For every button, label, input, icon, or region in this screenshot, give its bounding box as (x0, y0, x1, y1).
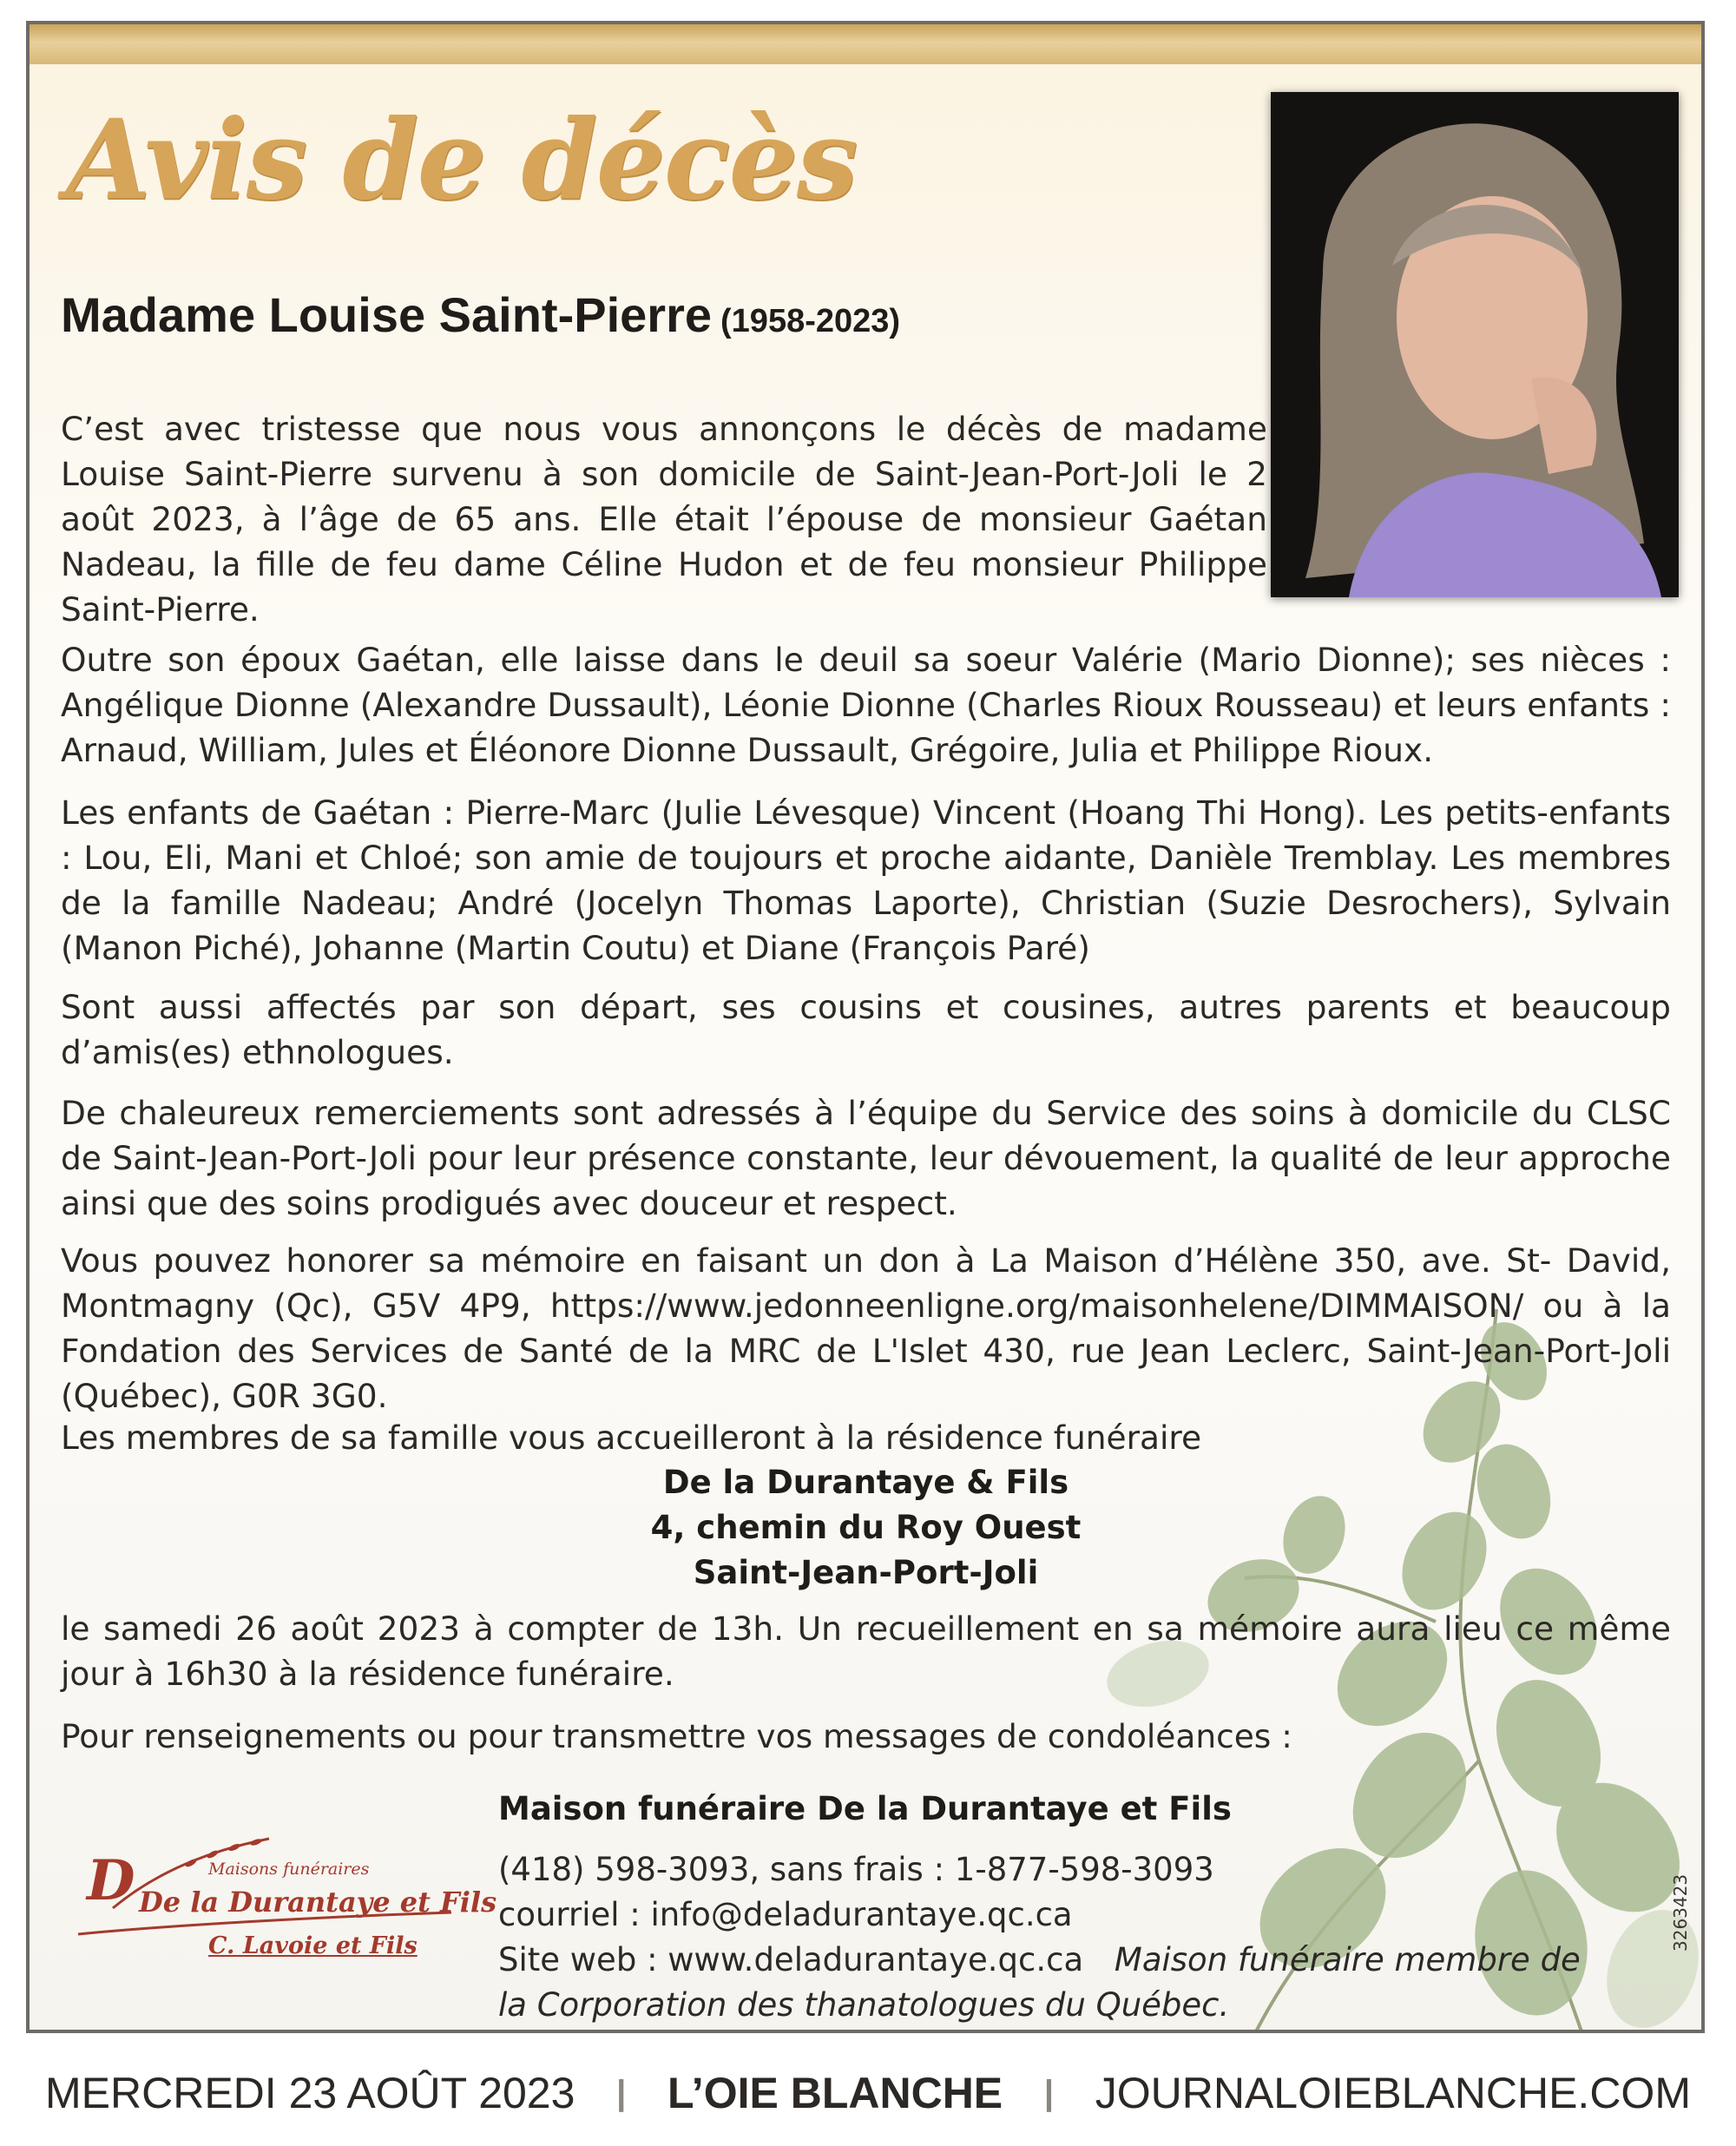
paragraph-donations: Vous pouvez honorer sa mémoire en faisant un don à La Maison d’Hélène 350, ave. St- David, Montmagny (Qc), G5V 4P9, https://www.jedonneenligne.org/maisonhelene/DIMMAISON/ ou à la Fondation des Services de Santé de la MRC de L'Islet 430, rue Jean Leclerc, Saint-Jean-Port-Joli (Québec), G0R 3G0. (61, 1241, 1671, 1415)
funeral-home-address (61, 1460, 1671, 1596)
funeral-home-city: Saint-Jean-Port-Joli (693, 1554, 1039, 1591)
logo-sub-text: C. Lavoie et Fils (208, 1932, 418, 1959)
funeral-home-street: 4, chemin du Roy Ouest (650, 1509, 1082, 1546)
deceased-name-line (61, 286, 900, 343)
gold-header-bar (30, 24, 1701, 64)
paragraph-reception: Les membres de sa famille vous accueilleront à la résidence funéraire (61, 1419, 1202, 1457)
deceased-name: Madame Louise Saint-Pierre (61, 287, 713, 342)
contact-website: Site web : www.deladurantaye.qc.ca (498, 1941, 1084, 1978)
contact-email: courriel : info@deladurantaye.qc.ca (498, 1896, 1073, 1933)
funeral-home-name: De la Durantaye & Fils (662, 1464, 1069, 1501)
svg-text:D: D (87, 1848, 135, 1913)
paragraph-stepchildren: Les enfants de Gaétan : Pierre-Marc (Julie Lévesque) Vincent (Hoang Thi Hong). Les petits-enfants : Lou, Eli, Mani et Chloé; son amie de toujours et proche aidante, Danièle Tremblay. Les membres de la famille Nadeau; André (Jocelyn Thomas Laporte), Christian (Suzie Desrochers), Sylvain (Manon Piché), Johanne (Martin Coutu) et Diane (François Paré) (61, 793, 1671, 967)
footer-separator: | (1043, 2073, 1055, 2112)
footer-website: JOURNALOIEBLANCHE.COM (1095, 2069, 1691, 2117)
paragraph-relatives: Sont aussi affectés par son départ, ses cousins et cousines, autres parents et beaucoup d’amis(es) ethnologues. (61, 988, 1671, 1071)
paragraph-survivors: Outre son époux Gaétan, elle laisse dans le deuil sa soeur Valérie (Mario Dionne); ses nièces : Angélique Dionne (Alexandre Dussault), Léonie Dionne (Charles Rioux Rousseau) et leurs enfants : Arnaud, William, Jules et Éléonore Dionne Dussault, Grégoire, Julia et Philippe Rioux. (61, 641, 1671, 769)
paragraph-announcement: C’est avec tristesse que nous vous annonçons le décès de madame Louise Saint-Pierre survenu à son domicile de Saint-Jean-Port-Joli le 2 août 2023, à l’âge de 65 ans. Elle était l’épouse de monsieur Gaétan Nadeau, la fille de feu dame Céline Hudon et de feu monsieur Philippe Saint-Pierre. (61, 410, 1267, 629)
deceased-years: (1958-2023) (720, 303, 901, 339)
logo-top-text: Maisons funéraires (208, 1860, 370, 1879)
paragraph-info: Pour renseignements ou pour transmettre vos messages de condoléances : (61, 1717, 1292, 1755)
portrait-photo (1271, 92, 1679, 597)
funeral-home-logo (61, 1830, 497, 1978)
ad-reference-code: 3263423 (1670, 1873, 1691, 1952)
membership-line-1: Maison funéraire membre de (1114, 1941, 1581, 1978)
contact-phone: (418) 598-3093, sans frais : 1-877-598-3093 (498, 1851, 1214, 1888)
paragraph-schedule: le samedi 26 août 2023 à compter de 13h. Un recueillement en sa mémoire aura lieu ce même jour à 16h30 à la résidence funéraire. (61, 1610, 1671, 1693)
footer-date: MERCREDI 23 AOÛT 2023 (45, 2069, 575, 2117)
page-title: Avis de décès (66, 95, 857, 224)
logo-name-text: De la Durantaye et Fils (139, 1886, 497, 1919)
contact-block (498, 1787, 1581, 2028)
contact-title: Maison funéraire De la Durantaye et Fils (498, 1790, 1232, 1827)
paragraph-thanks: De chaleureux remerciements sont adressés à l’équipe du Service des soins à domicile du CLSC de Saint-Jean-Port-Joli pour leur présence constante, leur dévouement, la qualité de leur approche ainsi que des soins prodigués avec douceur et respect. (61, 1094, 1671, 1222)
contact-web-line (498, 1938, 1581, 1983)
membership-line-2: la Corporation des thanatologues du Québec. (498, 1986, 1230, 2024)
page-footer (45, 2056, 1691, 2130)
footer-newspaper-name: L’OIE BLANCHE (667, 2069, 1003, 2117)
footer-separator: | (616, 2073, 627, 2112)
obituary-frame (26, 21, 1705, 2033)
